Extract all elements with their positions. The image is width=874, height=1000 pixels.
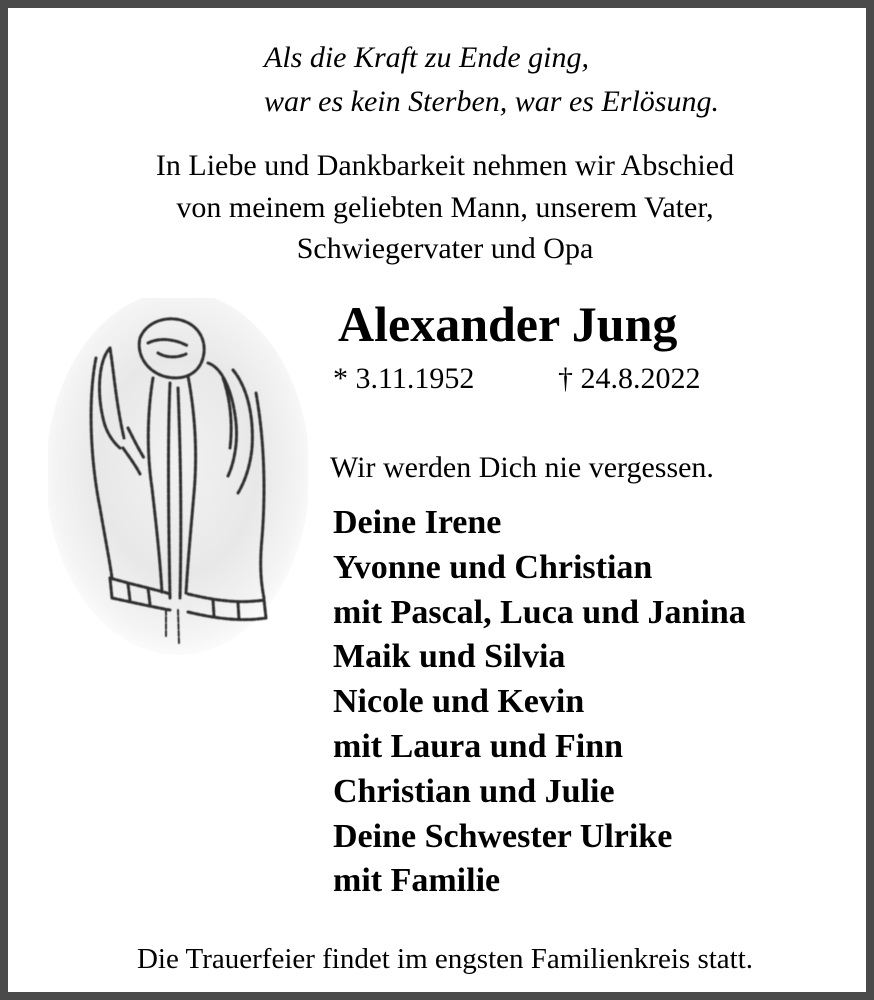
birth-date: * 3.11.1952 <box>333 362 475 395</box>
signer-item: mit Pascal, Luca und Janina <box>333 593 746 631</box>
signer-item: mit Familie <box>333 862 501 900</box>
poem-line-1: Als die Kraft zu Ende ging, <box>264 41 589 74</box>
signer-item: Nicole und Kevin <box>333 683 585 721</box>
praying-hands-icon <box>48 298 308 658</box>
signer-item: Deine Schwester Ulrike <box>333 817 673 855</box>
signer-item: Yvonne und Christian <box>333 548 653 586</box>
signer-item: mit Laura und Finn <box>333 727 624 765</box>
poem-line-2: war es kein Sterben, war es Erlösung. <box>264 85 719 118</box>
death-date: † 24.8.2022 <box>558 362 701 395</box>
tagline: Wir werden Dich nie vergessen. <box>330 451 714 484</box>
signer-item: Christian und Julie <box>333 772 615 810</box>
signer-item: Deine Irene <box>333 504 502 541</box>
signers-list <box>333 501 746 904</box>
intro-line-2: von meinem geliebten Mann, unserem Vater, <box>176 191 714 224</box>
signer-item: Maik und Silvia <box>333 638 566 676</box>
funeral-note: Die Trauerfeier findet im engsten Familienkreis statt. <box>136 943 754 975</box>
intro-line-3: Schwiegervater und Opa <box>296 232 594 265</box>
intro-line-1: In Liebe und Dankbarkeit nehmen wir Abschied <box>155 149 735 182</box>
deceased-name: Alexander Jung <box>338 296 678 352</box>
